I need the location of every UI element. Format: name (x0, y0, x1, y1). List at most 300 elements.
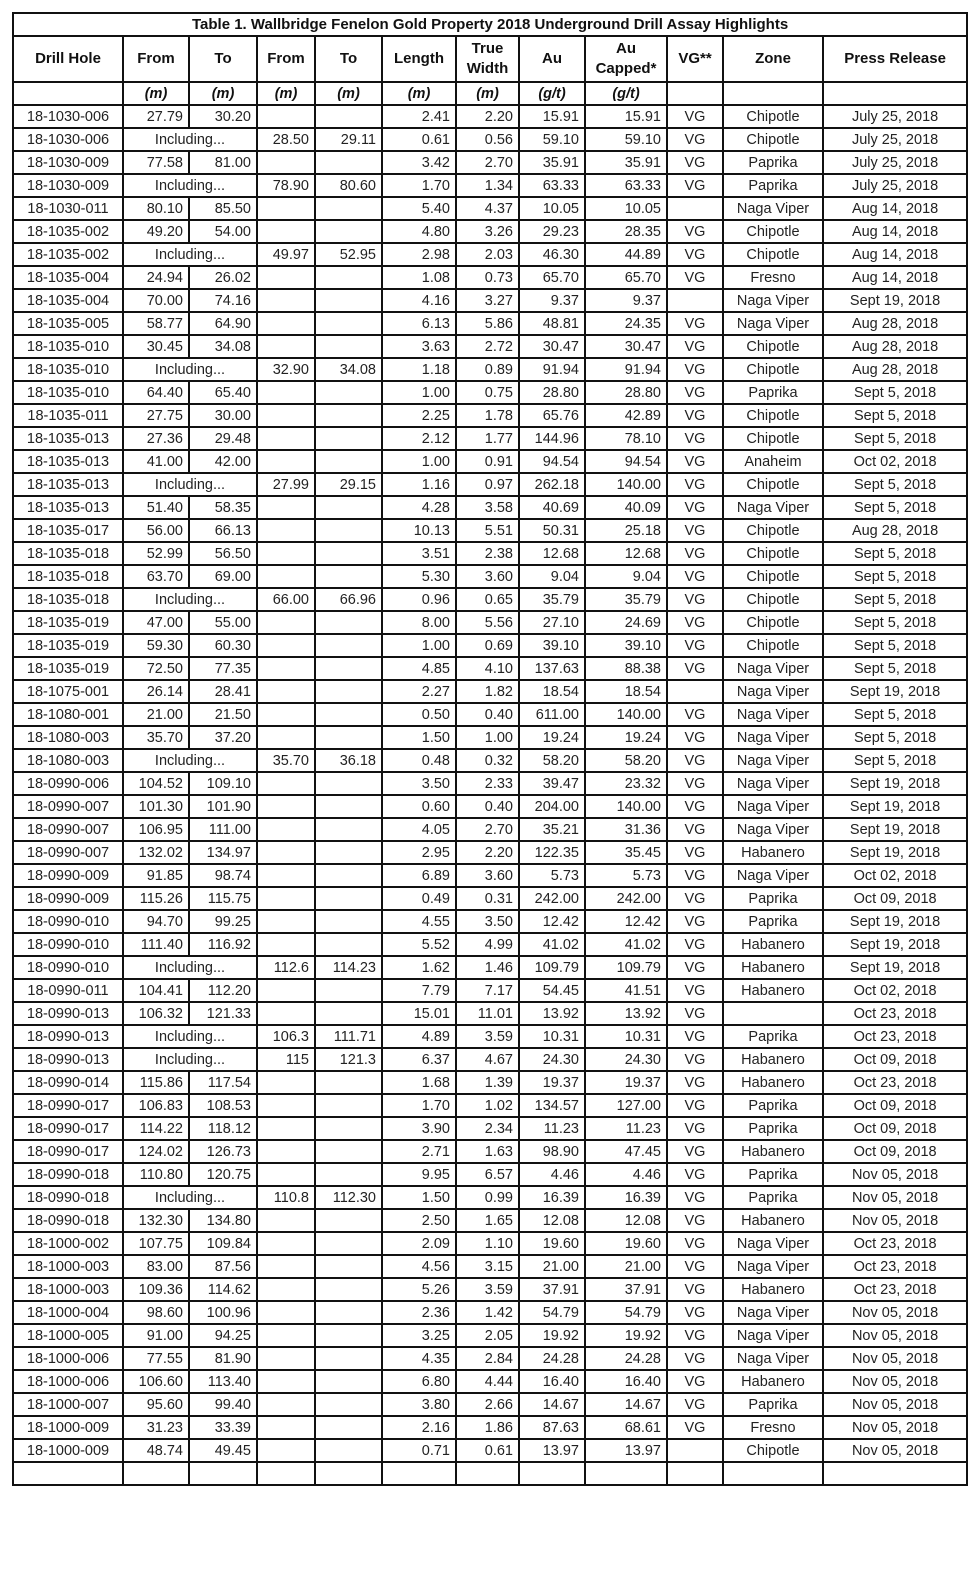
cell-from-including (257, 266, 315, 289)
cell-press-release: Sept 5, 2018 (823, 657, 967, 680)
cell-vg: VG (667, 726, 723, 749)
cell-au: 12.08 (519, 1209, 585, 1232)
cell-from-including: 115 (257, 1048, 315, 1071)
cell-to-including (315, 634, 382, 657)
cell-zone: Paprika (723, 1117, 823, 1140)
cell-length: 4.55 (382, 910, 456, 933)
cell-zone: Naga Viper (723, 703, 823, 726)
cell-from-including (257, 565, 315, 588)
cell-press-release: Oct 09, 2018 (823, 887, 967, 910)
cell-press-release: Sept 5, 2018 (823, 634, 967, 657)
cell-au-capped: 37.91 (585, 1278, 667, 1301)
cell-to-including (315, 726, 382, 749)
cell-true-width: 0.99 (456, 1186, 519, 1209)
cell-press-release: Aug 28, 2018 (823, 335, 967, 358)
cell-including: Including... (123, 1025, 257, 1048)
cell-to-including (315, 1439, 382, 1462)
cell-zone: Naga Viper (723, 680, 823, 703)
cell-vg: VG (667, 266, 723, 289)
cell-length: 1.62 (382, 956, 456, 979)
cell-au-capped: 42.89 (585, 404, 667, 427)
cell-true-width: 0.89 (456, 358, 519, 381)
cell-press-release: Sept 5, 2018 (823, 427, 967, 450)
header-au-capped: Au Capped* (585, 36, 667, 82)
cell-press-release: Sept 19, 2018 (823, 910, 967, 933)
cell-press-release: Nov 05, 2018 (823, 1324, 967, 1347)
cell-au-capped: 5.73 (585, 864, 667, 887)
empty-cell (456, 1462, 519, 1485)
cell-vg (667, 1439, 723, 1462)
cell-true-width: 4.99 (456, 933, 519, 956)
cell-press-release: Sept 5, 2018 (823, 565, 967, 588)
cell-true-width: 3.59 (456, 1278, 519, 1301)
cell-from: 107.75 (123, 1232, 189, 1255)
cell-true-width: 1.00 (456, 726, 519, 749)
cell-from: 27.75 (123, 404, 189, 427)
cell-to-including (315, 1278, 382, 1301)
cell-press-release: Sept 5, 2018 (823, 404, 967, 427)
cell-true-width: 0.31 (456, 887, 519, 910)
cell-length: 0.61 (382, 128, 456, 151)
cell-drill-hole: 18-1035-004 (13, 289, 123, 312)
cell-length: 9.95 (382, 1163, 456, 1186)
cell-length: 4.16 (382, 289, 456, 312)
cell-au-capped: 40.09 (585, 496, 667, 519)
cell-press-release: Nov 05, 2018 (823, 1370, 967, 1393)
table-row (13, 1232, 967, 1255)
cell-vg: VG (667, 703, 723, 726)
cell-length: 3.42 (382, 151, 456, 174)
cell-to-including (315, 151, 382, 174)
cell-to-including (315, 703, 382, 726)
cell-drill-hole: 18-1035-004 (13, 266, 123, 289)
cell-zone: Fresno (723, 1416, 823, 1439)
cell-au-capped: 13.97 (585, 1439, 667, 1462)
cell-length: 7.79 (382, 979, 456, 1002)
cell-from-including: 78.90 (257, 174, 315, 197)
cell-press-release: July 25, 2018 (823, 105, 967, 128)
cell-true-width: 1.02 (456, 1094, 519, 1117)
unit-from: (m) (123, 82, 189, 105)
cell-from: 49.20 (123, 220, 189, 243)
cell-au-capped: 23.32 (585, 772, 667, 795)
cell-zone: Naga Viper (723, 496, 823, 519)
cell-au: 98.90 (519, 1140, 585, 1163)
cell-to: 98.74 (189, 864, 257, 887)
cell-length: 1.70 (382, 174, 456, 197)
cell-length: 0.60 (382, 795, 456, 818)
table-row (13, 220, 967, 243)
cell-from-including (257, 841, 315, 864)
cell-zone: Habanero (723, 1071, 823, 1094)
cell-from-including (257, 1301, 315, 1324)
cell-true-width: 2.20 (456, 841, 519, 864)
cell-vg: VG (667, 933, 723, 956)
cell-vg: VG (667, 174, 723, 197)
cell-including: Including... (123, 174, 257, 197)
cell-from-including (257, 634, 315, 657)
cell-from-including (257, 496, 315, 519)
cell-press-release: Oct 02, 2018 (823, 864, 967, 887)
cell-drill-hole: 18-1000-002 (13, 1232, 123, 1255)
cell-vg: VG (667, 887, 723, 910)
cell-drill-hole: 18-1035-018 (13, 588, 123, 611)
cell-drill-hole: 18-1030-006 (13, 128, 123, 151)
cell-length: 2.71 (382, 1140, 456, 1163)
cell-length: 3.51 (382, 542, 456, 565)
cell-to-including (315, 1163, 382, 1186)
table-row (13, 151, 967, 174)
cell-from-including (257, 381, 315, 404)
table-row (13, 841, 967, 864)
cell-true-width: 3.27 (456, 289, 519, 312)
header-to-including: To (315, 36, 382, 82)
cell-au-capped: 24.35 (585, 312, 667, 335)
cell-drill-hole: 18-0990-007 (13, 841, 123, 864)
cell-au-capped: 4.46 (585, 1163, 667, 1186)
cell-zone (723, 1002, 823, 1025)
cell-true-width: 4.10 (456, 657, 519, 680)
cell-vg: VG (667, 1209, 723, 1232)
cell-vg: VG (667, 128, 723, 151)
cell-au: 37.91 (519, 1278, 585, 1301)
cell-length: 0.71 (382, 1439, 456, 1462)
cell-from-including (257, 1163, 315, 1186)
cell-from-including (257, 1002, 315, 1025)
cell-to-including (315, 680, 382, 703)
cell-vg: VG (667, 749, 723, 772)
cell-drill-hole: 18-1000-007 (13, 1393, 123, 1416)
cell-vg: VG (667, 243, 723, 266)
cell-length: 2.41 (382, 105, 456, 128)
cell-true-width: 2.70 (456, 818, 519, 841)
table-row (13, 657, 967, 680)
cell-press-release: Nov 05, 2018 (823, 1439, 967, 1462)
cell-length: 8.00 (382, 611, 456, 634)
cell-zone: Chipotle (723, 588, 823, 611)
cell-press-release: July 25, 2018 (823, 151, 967, 174)
cell-from: 58.77 (123, 312, 189, 335)
cell-from-including (257, 1209, 315, 1232)
cell-length: 10.13 (382, 519, 456, 542)
cell-zone: Chipotle (723, 404, 823, 427)
cell-au: 5.73 (519, 864, 585, 887)
cell-including: Including... (123, 1186, 257, 1209)
cell-press-release: Aug 28, 2018 (823, 312, 967, 335)
table-row (13, 1370, 967, 1393)
cell-vg: VG (667, 220, 723, 243)
cell-to: 121.33 (189, 1002, 257, 1025)
table-row (13, 588, 967, 611)
cell-drill-hole: 18-0990-017 (13, 1094, 123, 1117)
cell-from-including (257, 818, 315, 841)
cell-true-width: 2.20 (456, 105, 519, 128)
unit-to-including: (m) (315, 82, 382, 105)
cell-true-width: 0.69 (456, 634, 519, 657)
cell-to-including: 34.08 (315, 358, 382, 381)
cell-true-width: 1.86 (456, 1416, 519, 1439)
table-row (13, 680, 967, 703)
table-row (13, 887, 967, 910)
cell-zone: Paprika (723, 151, 823, 174)
cell-vg: VG (667, 1347, 723, 1370)
cell-true-width: 4.37 (456, 197, 519, 220)
cell-from-including (257, 542, 315, 565)
cell-length: 4.80 (382, 220, 456, 243)
cell-drill-hole: 18-1030-009 (13, 174, 123, 197)
cell-drill-hole: 18-0990-010 (13, 933, 123, 956)
cell-au-capped: 13.92 (585, 1002, 667, 1025)
cell-au: 27.10 (519, 611, 585, 634)
cell-to-including (315, 1002, 382, 1025)
cell-vg: VG (667, 1324, 723, 1347)
header-vg: VG** (667, 36, 723, 82)
cell-to: 55.00 (189, 611, 257, 634)
cell-from-including: 27.99 (257, 473, 315, 496)
cell-vg: VG (667, 151, 723, 174)
cell-zone: Naga Viper (723, 1347, 823, 1370)
title-row (13, 13, 967, 36)
cell-from-including (257, 726, 315, 749)
cell-from: 41.00 (123, 450, 189, 473)
cell-to-including (315, 404, 382, 427)
cell-to: 74.16 (189, 289, 257, 312)
cell-from: 63.70 (123, 565, 189, 588)
cell-zone: Anaheim (723, 450, 823, 473)
cell-drill-hole: 18-0990-017 (13, 1140, 123, 1163)
unit-zone (723, 82, 823, 105)
cell-vg: VG (667, 1025, 723, 1048)
cell-zone: Paprika (723, 174, 823, 197)
cell-true-width: 1.78 (456, 404, 519, 427)
cell-to-including (315, 519, 382, 542)
cell-zone: Naga Viper (723, 818, 823, 841)
cell-au-capped: 59.10 (585, 128, 667, 151)
header-length: Length (382, 36, 456, 82)
cell-vg: VG (667, 1002, 723, 1025)
cell-from-including (257, 1117, 315, 1140)
cell-length: 5.26 (382, 1278, 456, 1301)
cell-au: 15.91 (519, 105, 585, 128)
cell-zone: Naga Viper (723, 795, 823, 818)
cell-drill-hole: 18-1030-006 (13, 105, 123, 128)
cell-press-release: Oct 09, 2018 (823, 1094, 967, 1117)
cell-press-release: July 25, 2018 (823, 128, 967, 151)
cell-au-capped: 94.54 (585, 450, 667, 473)
cell-true-width: 2.84 (456, 1347, 519, 1370)
table-row (13, 1278, 967, 1301)
cell-to-including (315, 197, 382, 220)
cell-true-width: 2.34 (456, 1117, 519, 1140)
cell-from-including: 32.90 (257, 358, 315, 381)
cell-length: 2.09 (382, 1232, 456, 1255)
cell-vg: VG (667, 841, 723, 864)
cell-au: 204.00 (519, 795, 585, 818)
header-to: To (189, 36, 257, 82)
cell-to: 28.41 (189, 680, 257, 703)
cell-from: 70.00 (123, 289, 189, 312)
cell-au-capped: 24.69 (585, 611, 667, 634)
cell-to: 26.02 (189, 266, 257, 289)
cell-drill-hole: 18-1035-019 (13, 611, 123, 634)
cell-to-including (315, 450, 382, 473)
cell-to-including (315, 312, 382, 335)
cell-au: 48.81 (519, 312, 585, 335)
cell-to: 21.50 (189, 703, 257, 726)
cell-to-including: 52.95 (315, 243, 382, 266)
cell-vg: VG (667, 542, 723, 565)
cell-to: 33.39 (189, 1416, 257, 1439)
cell-drill-hole: 18-1000-004 (13, 1301, 123, 1324)
cell-drill-hole: 18-0990-013 (13, 1025, 123, 1048)
cell-au-capped: 44.89 (585, 243, 667, 266)
cell-au: 50.31 (519, 519, 585, 542)
cell-au-capped: 12.42 (585, 910, 667, 933)
cell-au: 122.35 (519, 841, 585, 864)
cell-to: 116.92 (189, 933, 257, 956)
cell-au-capped: 78.10 (585, 427, 667, 450)
header-press-release: Press Release (823, 36, 967, 82)
cell-from-including: 110.8 (257, 1186, 315, 1209)
cell-vg: VG (667, 358, 723, 381)
cell-to: 120.75 (189, 1163, 257, 1186)
cell-au: 19.37 (519, 1071, 585, 1094)
cell-to-including: 29.15 (315, 473, 382, 496)
cell-au-capped: 39.10 (585, 634, 667, 657)
header-au: Au (519, 36, 585, 82)
cell-from: 64.40 (123, 381, 189, 404)
cell-from-including (257, 611, 315, 634)
cell-true-width: 1.46 (456, 956, 519, 979)
cell-press-release: Oct 09, 2018 (823, 1117, 967, 1140)
cell-to: 126.73 (189, 1140, 257, 1163)
cell-zone: Chipotle (723, 473, 823, 496)
empty-cell (723, 1462, 823, 1485)
cell-from: 94.70 (123, 910, 189, 933)
cell-drill-hole: 18-0990-018 (13, 1163, 123, 1186)
cell-drill-hole: 18-0990-014 (13, 1071, 123, 1094)
cell-au-capped: 54.79 (585, 1301, 667, 1324)
cell-press-release: Sept 5, 2018 (823, 381, 967, 404)
cell-including: Including... (123, 1048, 257, 1071)
cell-length: 6.89 (382, 864, 456, 887)
cell-from: 77.58 (123, 151, 189, 174)
cell-au-capped: 14.67 (585, 1393, 667, 1416)
cell-true-width: 0.40 (456, 795, 519, 818)
cell-zone: Habanero (723, 1278, 823, 1301)
cell-from: 114.22 (123, 1117, 189, 1140)
cell-length: 5.40 (382, 197, 456, 220)
cell-drill-hole: 18-1000-003 (13, 1255, 123, 1278)
cell-zone: Habanero (723, 1140, 823, 1163)
cell-from-including (257, 289, 315, 312)
cell-au: 242.00 (519, 887, 585, 910)
cell-length: 6.37 (382, 1048, 456, 1071)
table-row (13, 496, 967, 519)
cell-to-including (315, 1347, 382, 1370)
cell-zone: Paprika (723, 1025, 823, 1048)
cell-au-capped: 19.24 (585, 726, 667, 749)
cell-zone: Naga Viper (723, 1232, 823, 1255)
table-row (13, 473, 967, 496)
cell-vg: VG (667, 795, 723, 818)
cell-true-width: 3.15 (456, 1255, 519, 1278)
cell-drill-hole: 18-1035-002 (13, 220, 123, 243)
header-drill-hole: Drill Hole (13, 36, 123, 82)
cell-au: 87.63 (519, 1416, 585, 1439)
cell-from: 115.86 (123, 1071, 189, 1094)
cell-to-including: 121.3 (315, 1048, 382, 1071)
cell-true-width: 2.33 (456, 772, 519, 795)
cell-true-width: 4.67 (456, 1048, 519, 1071)
cell-true-width: 0.75 (456, 381, 519, 404)
cell-true-width: 2.72 (456, 335, 519, 358)
cell-from: 51.40 (123, 496, 189, 519)
cell-from: 27.79 (123, 105, 189, 128)
cell-drill-hole: 18-1035-010 (13, 381, 123, 404)
cell-from: 132.02 (123, 841, 189, 864)
empty-cell (519, 1462, 585, 1485)
cell-length: 3.63 (382, 335, 456, 358)
cell-to-including (315, 1301, 382, 1324)
cell-au-capped: 35.79 (585, 588, 667, 611)
cell-press-release: July 25, 2018 (823, 174, 967, 197)
cell-to-including (315, 910, 382, 933)
table-row (13, 956, 967, 979)
cell-vg: VG (667, 565, 723, 588)
table-row (13, 1347, 967, 1370)
cell-from-including (257, 1393, 315, 1416)
cell-press-release: Oct 23, 2018 (823, 1002, 967, 1025)
cell-true-width: 1.39 (456, 1071, 519, 1094)
cell-length: 4.28 (382, 496, 456, 519)
cell-from: 31.23 (123, 1416, 189, 1439)
cell-vg: VG (667, 1117, 723, 1140)
cell-au-capped: 65.70 (585, 266, 667, 289)
cell-to-including (315, 496, 382, 519)
cell-to: 64.90 (189, 312, 257, 335)
table-title: Table 1. Wallbridge Fenelon Gold Property 2018 Underground Drill Assay Highlights (13, 13, 967, 36)
cell-zone: Paprika (723, 381, 823, 404)
cell-au-capped: 41.51 (585, 979, 667, 1002)
cell-from-including: 49.97 (257, 243, 315, 266)
cell-au-capped: 16.40 (585, 1370, 667, 1393)
cell-vg: VG (667, 1370, 723, 1393)
cell-from-including (257, 1278, 315, 1301)
cell-from: 98.60 (123, 1301, 189, 1324)
cell-length: 6.13 (382, 312, 456, 335)
cell-au: 24.30 (519, 1048, 585, 1071)
cell-au: 109.79 (519, 956, 585, 979)
cell-to-including (315, 1209, 382, 1232)
cell-press-release: Sept 5, 2018 (823, 611, 967, 634)
table-row (13, 772, 967, 795)
cell-true-width: 1.63 (456, 1140, 519, 1163)
cell-to-including: 80.60 (315, 174, 382, 197)
cell-to-including (315, 657, 382, 680)
cell-au: 18.54 (519, 680, 585, 703)
empty-cell (585, 1462, 667, 1485)
cell-au: 39.47 (519, 772, 585, 795)
cell-to: 54.00 (189, 220, 257, 243)
cell-au-capped: 88.38 (585, 657, 667, 680)
table-row (13, 611, 967, 634)
cell-zone: Naga Viper (723, 312, 823, 335)
cell-zone: Naga Viper (723, 289, 823, 312)
cell-from: 24.94 (123, 266, 189, 289)
cell-length: 1.00 (382, 381, 456, 404)
empty-cell (382, 1462, 456, 1485)
